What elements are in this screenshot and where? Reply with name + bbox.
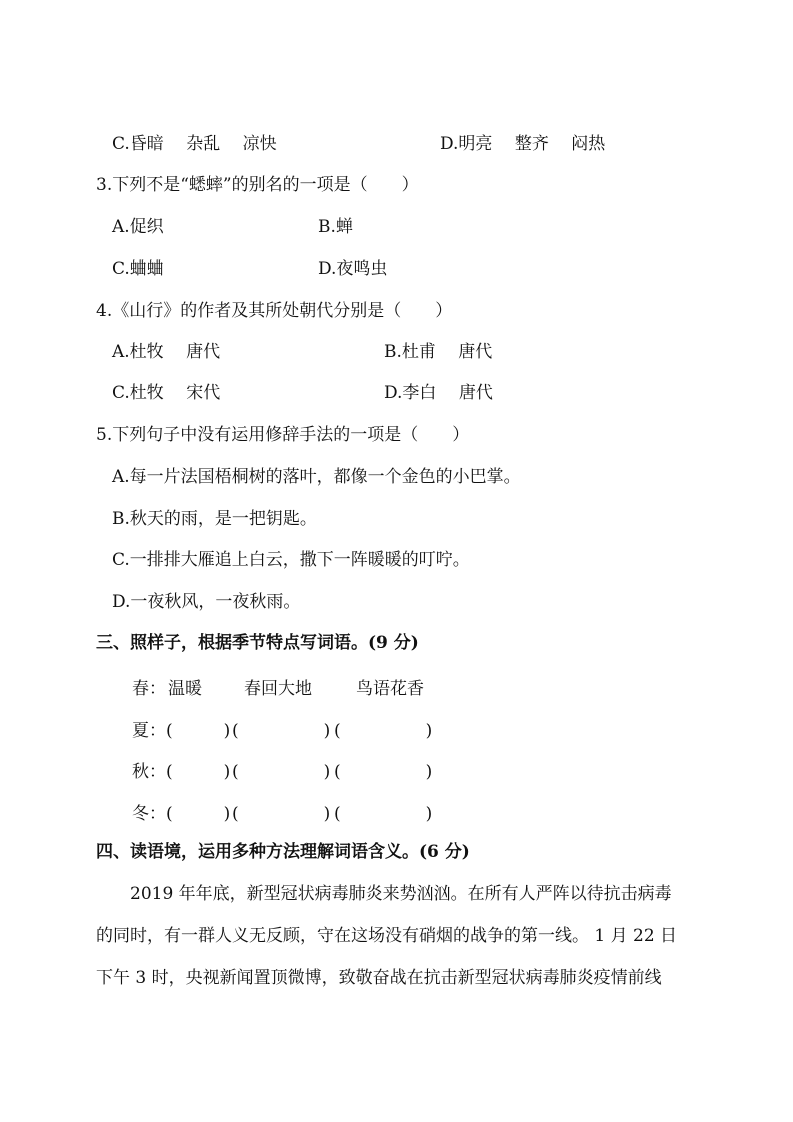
passage-line: 2019 年年底，新型冠状病毒肺炎来势汹汹。在所有人严阵以待抗击病毒 xyxy=(130,884,672,904)
answer-blank[interactable]: ( ) xyxy=(232,804,331,824)
passage-line: 的同时，有一群人义无反顾，守在这场没有硝烟的战争的第一线。 1 月 22 日 xyxy=(96,926,678,946)
answer-blank[interactable]: ( ) xyxy=(166,762,231,782)
season-label-summer: 夏： xyxy=(132,721,166,741)
q5-option-b: B.秋天的雨，是一把钥匙。 xyxy=(112,509,317,529)
section3-heading: 三、照样子，根据季节特点写词语。(9 分) xyxy=(96,633,419,653)
q3-option-a: A.促织 xyxy=(112,217,164,237)
q5-question: 5.下列句子中没有运用修辞手法的一项是（ ） xyxy=(96,425,470,445)
answer-blank[interactable]: ( ) xyxy=(334,762,433,782)
q3-option-b: B.蝉 xyxy=(318,217,353,237)
answer-blank[interactable]: ( ) xyxy=(232,721,331,741)
q3-question: 3.下列不是“蟋蟀”的别名的一项是（ ） xyxy=(96,175,419,195)
example-word: 春回大地 xyxy=(244,679,312,699)
q5-option-d: D.一夜秋风，一夜秋雨。 xyxy=(112,592,301,612)
example-word: 鸟语花香 xyxy=(356,679,424,699)
q4-option-a: A.杜牧 唐代 xyxy=(112,342,221,362)
q4-option-d: D.李白 唐代 xyxy=(384,383,493,403)
section4-heading: 四、读语境，运用多种方法理解词语含义。(6 分) xyxy=(96,842,470,862)
q4-question: 4.《山行》的作者及其所处朝代分别是（ ） xyxy=(96,301,453,321)
q5-option-c: C.一排排大雁追上白云，撒下一阵暖暖的叮咛。 xyxy=(112,550,470,570)
season-label-autumn: 秋： xyxy=(132,762,166,782)
passage-line: 下午 3 时，央视新闻置顶微博，致敬奋战在抗击新型冠状病毒肺炎疫情前线 xyxy=(96,968,662,988)
q4-option-c: C.杜牧 宋代 xyxy=(112,383,221,403)
season-label-winter: 冬： xyxy=(132,804,166,824)
answer-blank[interactable]: ( ) xyxy=(232,762,331,782)
answer-blank[interactable]: ( ) xyxy=(166,721,231,741)
answer-blank[interactable]: ( ) xyxy=(166,804,231,824)
q5-option-a: A.每一片法国梧桐树的落叶，都像一个金色的小巴掌。 xyxy=(112,467,521,487)
q2-option-d: D.明亮 整齐 闷热 xyxy=(440,134,606,154)
q4-option-b: B.杜甫 唐代 xyxy=(384,342,493,362)
season-label-spring: 春： xyxy=(132,679,166,699)
answer-blank[interactable]: ( ) xyxy=(334,804,433,824)
q3-option-d: D.夜鸣虫 xyxy=(318,259,388,279)
answer-blank[interactable]: ( ) xyxy=(334,721,433,741)
q2-option-c: C.昏暗 杂乱 凉快 xyxy=(112,134,277,154)
q3-option-c: C.蛐蛐 xyxy=(112,259,164,279)
example-word: 温暖 xyxy=(168,679,202,699)
